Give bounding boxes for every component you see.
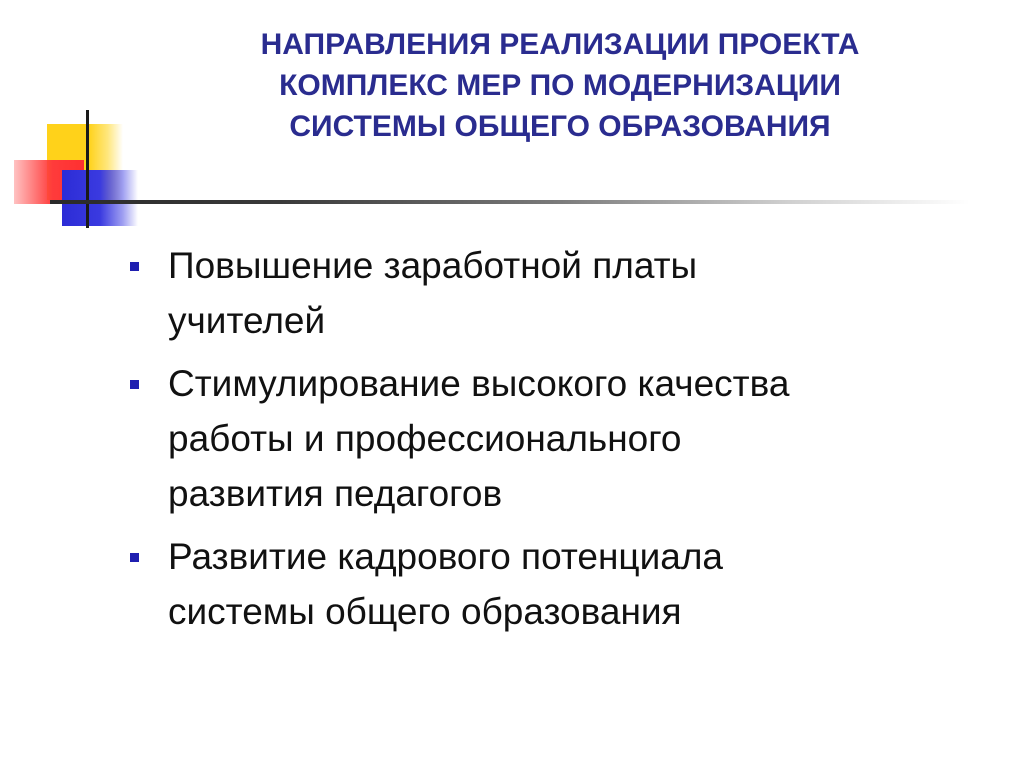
bullet-line: Стимулирование высокого качества [168, 363, 790, 404]
title-line-1: НАПРАВЛЕНИЯ РЕАЛИЗАЦИИ ПРОЕКТА [260, 28, 860, 61]
bullet-line: учителей [168, 300, 326, 341]
slide-title [180, 24, 940, 147]
square-bullet-icon [130, 553, 139, 562]
bullet-list [130, 238, 950, 647]
bullet-line: системы общего образования [168, 591, 682, 632]
bullet-line: Повышение заработной платы [168, 245, 698, 286]
blue-square [62, 170, 138, 226]
bullet-item-salary [130, 238, 950, 348]
title-line-2: КОМПЛЕКС МЕР ПО МОДЕРНИЗАЦИИ [279, 69, 841, 102]
bullet-line: Развитие кадрового потенциала [168, 536, 723, 577]
corner-decoration [0, 0, 180, 240]
square-bullet-icon [130, 262, 139, 271]
vertical-rule [86, 110, 89, 228]
square-bullet-icon [130, 380, 139, 389]
bullet-item-staff-development [130, 529, 950, 639]
bullet-item-stimulation [130, 356, 950, 521]
bullet-line: работы и профессионального [168, 418, 682, 459]
bullet-line: развития педагогов [168, 473, 503, 514]
title-line-3: СИСТЕМЫ ОБЩЕГО ОБРАЗОВАНИЯ [289, 110, 831, 143]
title-underline [50, 200, 970, 204]
